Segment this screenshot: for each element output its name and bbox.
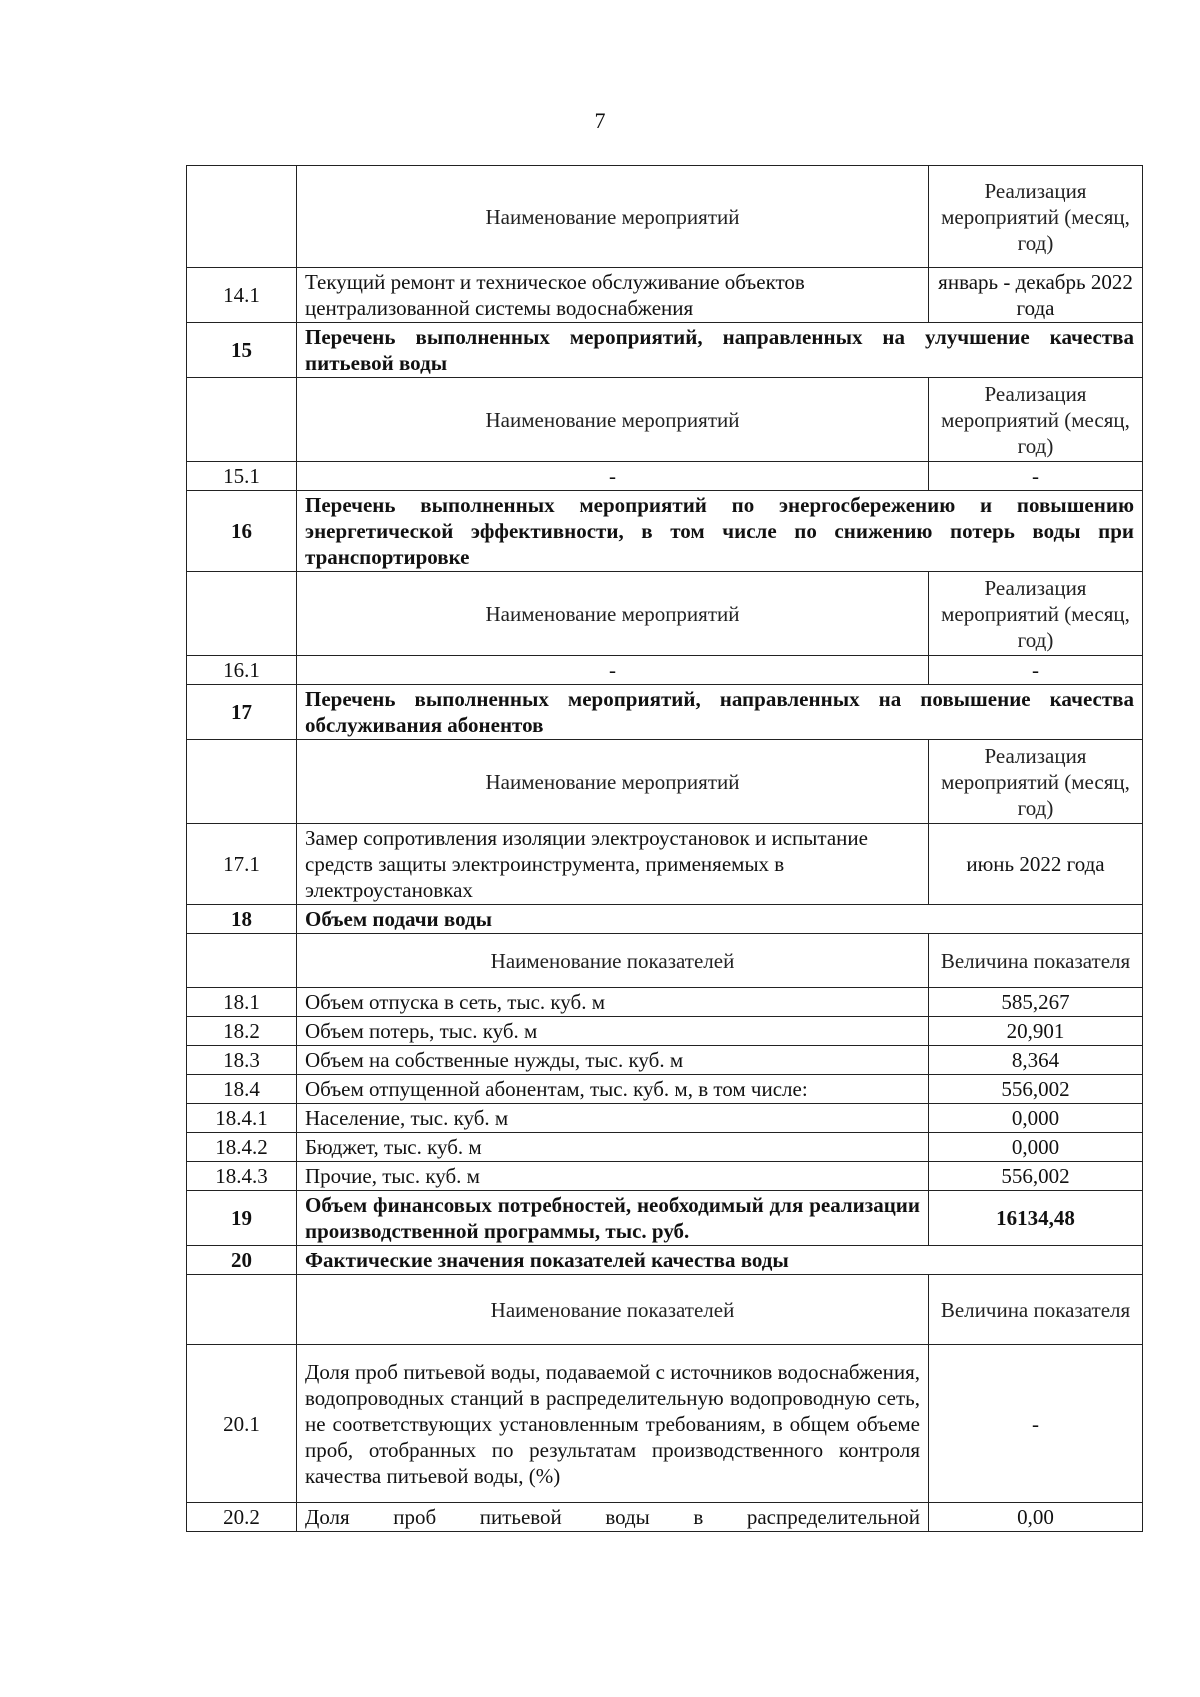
section-row [187,905,1143,934]
row-text: Текущий ремонт и техническое обслуживание объектов централизованной системы водоснабжения [297,268,929,323]
activities-name-header: Наименование мероприятий [297,166,929,268]
section-row [187,491,1143,572]
number-header-cell [187,740,297,824]
table-row [187,988,1143,1017]
section-title: Перечень выполненных мероприятий, направленных на улучшение качества питьевой воды [297,323,1143,378]
row-text: Бюджет, тыс. куб. м [297,1133,929,1162]
row-number: 18.4.2 [187,1133,297,1162]
indicators-name-header: Наименование показателей [297,934,929,988]
row-text: Доля проб питьевой воды, подаваемой с источников водоснабжения, водопроводных станций в распределительную водопроводную сеть, не соответствующих установленным требованиям, в общем объеме проб, отобранных по результатам производственного контроля качества питьевой воды, (%) [297,1345,929,1503]
section-title: Перечень выполненных мероприятий, направленных на повышение качества обслуживания абонентов [297,685,1143,740]
table-header-row [187,740,1143,824]
row-value: 8,364 [929,1046,1143,1075]
row-value: - [929,656,1143,685]
row-text: Население, тыс. куб. м [297,1104,929,1133]
table-row [187,1133,1143,1162]
table-row [187,656,1143,685]
table-row [187,268,1143,323]
table-header-row [187,378,1143,462]
table-row [187,1046,1143,1075]
section-number: 18 [187,905,297,934]
table-row [187,1075,1143,1104]
section-title: Объем подачи воды [297,905,1143,934]
activities-name-header: Наименование мероприятий [297,740,929,824]
section-number: 15 [187,323,297,378]
row-text: Прочие, тыс. куб. м [297,1162,929,1191]
row-text: Объем на собственные нужды, тыс. куб. м [297,1046,929,1075]
row-value: 0,000 [929,1104,1143,1133]
row-text: Объем потерь, тыс. куб. м [297,1017,929,1046]
number-header-cell [187,572,297,656]
implementation-header: Реализация мероприятий (месяц, год) [929,378,1143,462]
row-value: июнь 2022 года [929,824,1143,905]
number-header-cell [187,1275,297,1345]
section-number: 17 [187,685,297,740]
table-header-row [187,166,1143,268]
table-row [187,462,1143,491]
activities-name-header: Наименование мероприятий [297,572,929,656]
table-header-row [187,934,1143,988]
row-number: 14.1 [187,268,297,323]
implementation-header: Реализация мероприятий (месяц, год) [929,740,1143,824]
table-header-row [187,1275,1143,1345]
number-header-cell [187,934,297,988]
row-value: - [929,1345,1143,1503]
row-text: - [297,656,929,685]
section-title: Перечень выполненных мероприятий по энергосбережению и повышению энергетической эффективности, в том числе по снижению потерь воды при транспортировке [297,491,1143,572]
table-row [187,1503,1143,1532]
row-text: Объем отпущенной абонентам, тыс. куб. м, в том числе: [297,1075,929,1104]
row-number: 16.1 [187,656,297,685]
implementation-header: Реализация мероприятий (месяц, год) [929,166,1143,268]
row-value: 585,267 [929,988,1143,1017]
row-value: 20,901 [929,1017,1143,1046]
row-value: 556,002 [929,1162,1143,1191]
section-row [187,1191,1143,1246]
table-row [187,824,1143,905]
row-number: 18.4 [187,1075,297,1104]
section-row [187,323,1143,378]
number-header-cell [187,378,297,462]
section-value: 16134,48 [929,1191,1143,1246]
row-number: 18.1 [187,988,297,1017]
table-row [187,1017,1143,1046]
indicator-value-header: Величина показателя [929,934,1143,988]
section-row [187,1246,1143,1275]
row-number: 18.2 [187,1017,297,1046]
section-title: Объем финансовых потребностей, необходимый для реализации производственной программы, тыс. руб. [297,1191,929,1246]
section-title: Фактические значения показателей качества воды [297,1246,1143,1275]
section-row [187,685,1143,740]
row-text: - [297,462,929,491]
row-number: 18.4.1 [187,1104,297,1133]
row-value: 556,002 [929,1075,1143,1104]
row-text: Доля проб питьевой воды в распределительной [297,1503,929,1532]
row-number: 20.2 [187,1503,297,1532]
activities-name-header: Наименование мероприятий [297,378,929,462]
row-value: 0,00 [929,1503,1143,1532]
row-value: - [929,462,1143,491]
indicator-value-header: Величина показателя [929,1275,1143,1345]
row-number: 18.4.3 [187,1162,297,1191]
number-header-cell [187,166,297,268]
row-number: 20.1 [187,1345,297,1503]
section-number: 19 [187,1191,297,1246]
table-row [187,1104,1143,1133]
indicators-name-header: Наименование показателей [297,1275,929,1345]
row-text: Замер сопротивления изоляции электроустановок и испытание средств защиты электроинструмента, применяемых в электроустановках [297,824,929,905]
row-value: январь - декабрь 2022 года [929,268,1143,323]
section-number: 20 [187,1246,297,1275]
row-number: 18.3 [187,1046,297,1075]
row-number: 15.1 [187,462,297,491]
page-number: 7 [594,108,606,133]
row-value: 0,000 [929,1133,1143,1162]
section-number: 16 [187,491,297,572]
table-header-row [187,572,1143,656]
implementation-header: Реализация мероприятий (месяц, год) [929,572,1143,656]
production-program-table [186,165,1143,1532]
table-row [187,1162,1143,1191]
row-number: 17.1 [187,824,297,905]
row-text: Объем отпуска в сеть, тыс. куб. м [297,988,929,1017]
table-row [187,1345,1143,1503]
